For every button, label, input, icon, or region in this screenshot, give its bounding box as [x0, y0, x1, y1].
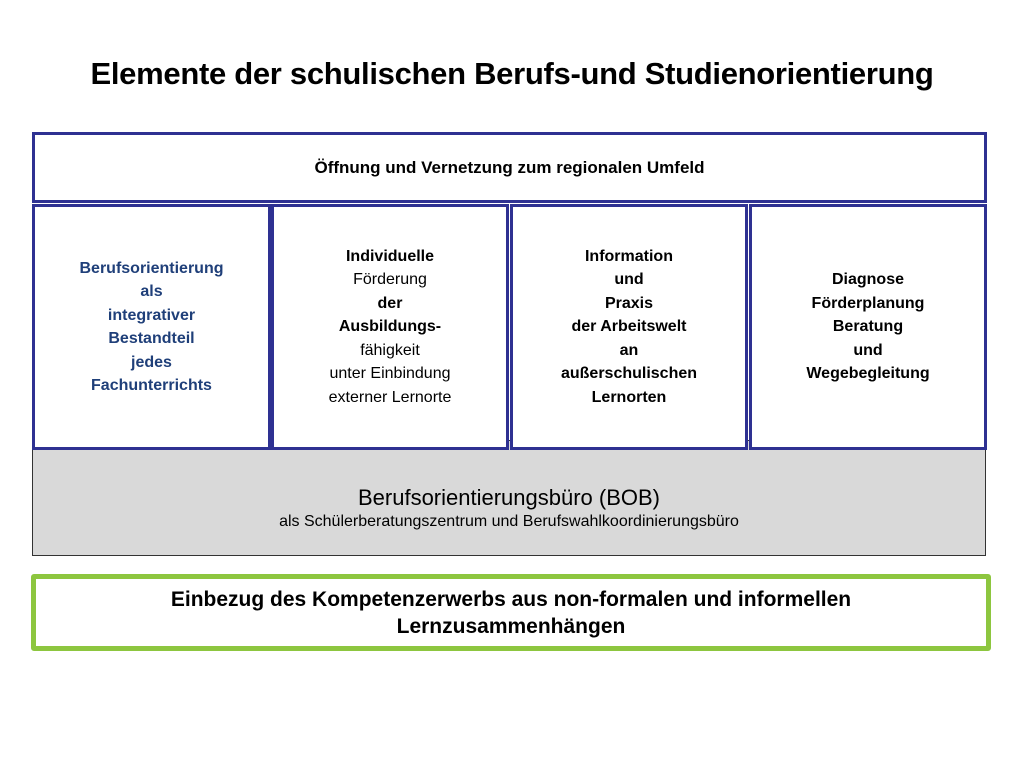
column-line: jedes [131, 353, 172, 371]
competence-line: Einbezug des Kompetenzerwerbs aus non-formalen und informellen [170, 587, 852, 611]
column-individual-support [271, 204, 509, 450]
bob-box [32, 440, 986, 556]
column-line: und [853, 341, 883, 359]
bob-subtitle: als Schülerberatungszentrum und Berufswahlkoordinierungsbüro [279, 513, 739, 530]
column-line: und [614, 271, 644, 289]
regional-network-label: Öffnung und Vernetzung zum regionalen Umfeld [314, 157, 705, 177]
column-line: fähigkeit [360, 341, 420, 359]
column-line: Praxis [604, 294, 654, 312]
page-title: Elemente der schulischen Berufs-und Studienorientierung [90, 56, 934, 91]
column-line: Fachunterrichts [91, 377, 212, 394]
column-line: Beratung [832, 318, 904, 336]
column-vocational-orientation [32, 204, 271, 450]
column-line: integrativer [107, 306, 196, 324]
column-line: externer Lernorte [328, 388, 452, 406]
competence-box [31, 574, 991, 651]
column-line: Individuelle [345, 247, 434, 265]
column-line: unter Einbindung [329, 365, 451, 383]
column-line: Lernorten [591, 388, 667, 406]
column-line: Wegebegleitung [806, 365, 930, 383]
column-work-practice [510, 204, 748, 450]
column-line: Diagnose [831, 271, 904, 289]
column-line: der Arbeitswelt [571, 318, 687, 336]
column-line: als [140, 283, 163, 300]
column-diagnosis [749, 204, 987, 450]
column-line: Förderung [353, 271, 427, 289]
column-line: Berufsorientierung [79, 259, 224, 277]
column-line: an [619, 341, 639, 359]
bob-title: Berufsorientierungsbüro (BOB) [357, 485, 661, 510]
column-line: außerschulischen [560, 365, 698, 383]
column-line: der [377, 294, 403, 312]
competence-line: Lernzusammenhängen [396, 614, 626, 638]
column-line: Information [584, 247, 673, 265]
column-line: Bestandteil [108, 330, 195, 347]
regional-network-bar [32, 132, 987, 203]
column-line: Förderplanung [811, 294, 925, 312]
column-line: Ausbildungs- [338, 318, 442, 336]
